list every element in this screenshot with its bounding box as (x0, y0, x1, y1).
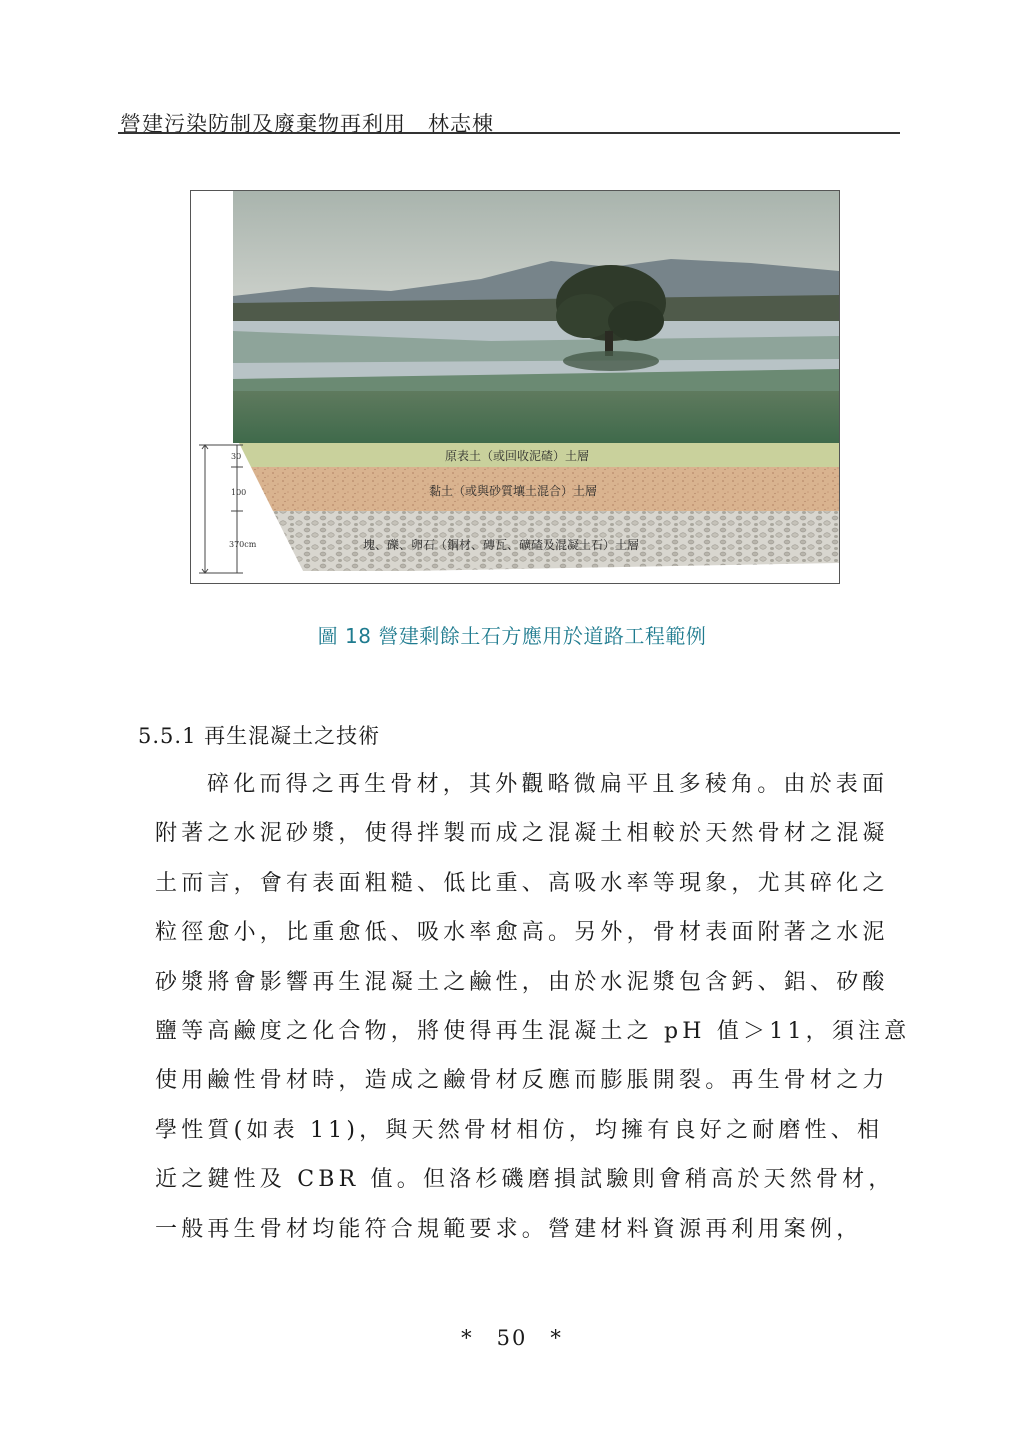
body-line: 土而言，會有表面粗糙、低比重、高吸水率等現象，尤其碎化之 (155, 870, 889, 896)
landscape-photo (233, 191, 839, 443)
figure-caption: 圖 18 營建剩餘土石方應用於道路工程範例 (317, 624, 707, 648)
body-line: 鹽等高鹼度之化合物，將使得再生混凝土之 pH 值＞11，須注意 (155, 1018, 911, 1044)
figure-road-cross-section (190, 190, 840, 584)
body-line: 一般再生骨材均能符合規範要求。營建材料資源再利用案例， (155, 1216, 863, 1242)
depth-label-3: 370cm (229, 540, 257, 549)
header-rule (118, 132, 900, 134)
body-paragraph (155, 764, 911, 1258)
body-line: 碎化而得之再生骨材，其外觀略微扁平且多稜角。由於表面 (207, 772, 889, 797)
layer-label-gravel: 塊、礫、卵石（鋼材、磚瓦、礦碴及混凝土石）土層 (363, 538, 640, 552)
header-title: 營建污染防制及廢棄物再利用 (120, 112, 406, 136)
header-author: 林志棟 (428, 112, 494, 136)
body-line: 近之鍵性及 CBR 值。但洛杉磯磨損試驗則會稍高於天然骨材， (155, 1167, 895, 1193)
layer-label-clay: 黏土（或與砂質壤土混合）土層 (429, 484, 598, 498)
figure-left-margin (191, 191, 233, 443)
figure-illustration (191, 191, 839, 583)
soil-layers (191, 443, 839, 583)
body-line: 砂漿將會影響再生混凝土之鹼性，由於水泥漿包含鈣、鋁、矽酸 (155, 969, 889, 995)
depth-label-1: 30 (231, 452, 242, 461)
section-heading: 5.5.1 再生混凝土之技術 (138, 724, 381, 748)
page-number: * 50 * (461, 1326, 563, 1350)
body-line: 使用鹼性骨材時，造成之鹼骨材反應而膨脹開裂。再生骨材之力 (155, 1068, 889, 1094)
layer-label-topsoil: 原表土（或回收泥碴）土層 (445, 449, 590, 463)
tree (556, 265, 666, 371)
depth-label-2: 100 (231, 488, 247, 497)
body-line: 粒徑愈小，比重愈低、吸水率愈高。另外，骨材表面附著之水泥 (155, 920, 889, 946)
body-line: 學性質(如表 11)，與天然骨材相仿，均擁有良好之耐磨性、相 (155, 1117, 884, 1143)
body-line: 附著之水泥砂漿，使得拌製而成之混凝土相較於天然骨材之混凝 (155, 821, 889, 847)
